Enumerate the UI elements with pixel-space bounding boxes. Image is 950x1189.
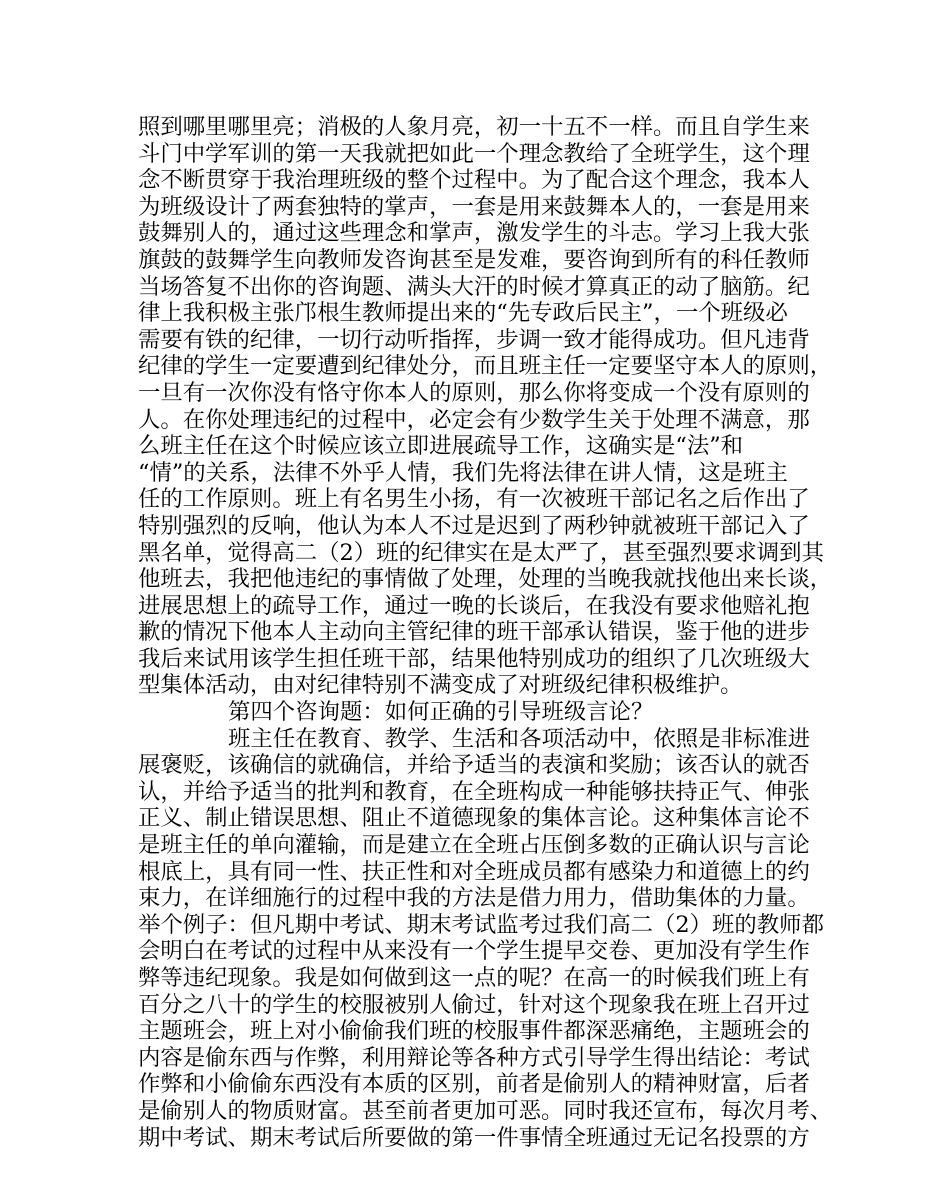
text-line: 需要有铁的纪律，一切行动听指挥，步调一致才能得成功。但凡违背	[138, 326, 810, 353]
text-line: 任的工作原则。班上有名男生小扬，有一次被班干部记名之后作出了	[138, 486, 810, 513]
text-line: 旗鼓的鼓舞学生向教师发咨询甚至是发难，要咨询到所有的科任教师	[138, 246, 810, 273]
text-line: 进展思想上的疏导工作，通过一晚的长谈后，在我没有要求他赔礼抱	[138, 592, 810, 619]
text-line: 主题班会，班上对小偷偷我们班的校服事件都深恶痛绝，主题班会的	[138, 1018, 810, 1045]
text-line: 束力，在详细施行的过程中我的方法是借力用力，借助集体的力量。	[138, 885, 810, 912]
text-line: 弊等违纪现象。我是如何做到这一点的呢？在高一的时候我们班上有	[138, 965, 810, 991]
text-line: 律上我积极主张邝根生教师提出来的“先专政后民主”，一个班级必	[138, 300, 788, 327]
text-line: 他班去，我把他违纪的事情做了处理，处理的当晚我就找他出来长谈，	[138, 566, 833, 593]
text-line: 我后来试用该学生担任班干部，结果他特别成功的组织了几次班级大	[138, 645, 810, 672]
paragraph-1	[138, 114, 833, 699]
text-line: 举个例子：但凡期中考试、期末考试监考过我们高二（2）班的教师都	[138, 911, 824, 938]
document-body	[138, 114, 833, 1151]
text-line: 黑名单，觉得高二（2）班的纪律实在是太严了，甚至强烈要求调到其	[138, 539, 824, 566]
text-line: 是偷别人的物质财富。甚至前者更加可恶。同时我还宣布，每次月考、	[138, 1097, 833, 1124]
text-line: 纪律的学生一定要遭到纪律处分，而且班主任一定要坚守本人的原则，	[138, 353, 833, 380]
text-line: 作弊和小偷偷东西没有本质的区别，前者是偷别人的精神财富，后者	[138, 1071, 810, 1098]
text-line: 内容是偷东西与作弊，利用辩论等各种方式引导学生得出结论：考试	[138, 1044, 810, 1071]
text-line: 一旦有一次你没有恪守你本人的原则，那么你将变成一个没有原则的	[138, 379, 810, 406]
text-line: 歉的情况下他本人主动向主管纪律的班干部承认错误，鉴于他的进步	[138, 619, 810, 646]
text-line: 百分之八十的学生的校服被别人偷过，针对这个现象我在班上召开过	[138, 991, 810, 1018]
text-line: 为班级设计了两套独特的掌声，一套是用来鼓舞本人的，一套是用来	[138, 193, 810, 220]
text-line: 当场答复不出你的咨询题、满头大汗的时候才算真正的动了脑筋。纪	[138, 273, 810, 300]
text-line: 么班主任在这个时候应该立即进展疏导工作，这确实是“法”和	[138, 433, 744, 460]
text-line: 班主任在教育、教学、生活和各项活动中，依照是非标准进	[228, 725, 811, 752]
text-line: 型集体活动，由对纪律特别不满变成了对班级纪律积极维护。	[138, 672, 743, 699]
text-line: 正义、制止错误思想、阻止不道德现象的集体言论。这种集体言论不	[138, 805, 810, 832]
text-line: “情”的关系，法律不外乎人情，我们先将法律在讲人情，这是班主	[138, 459, 788, 486]
text-line: 根底上，具有同一性、扶正性和对全班成员都有感染力和道德上的约	[138, 858, 810, 885]
section-heading: 第四个咨询题：如何正确的引导班级言论？	[228, 699, 654, 726]
text-line: 期中考试、期末考试后所要做的第一件事情全班通过无记名投票的方	[138, 1124, 810, 1151]
text-line: 念不断贯穿于我治理班级的整个过程中。为了配合这个理念，我本人	[138, 167, 810, 194]
text-line: 会明白在考试的过程中从来没有一个学生提早交卷、更加没有学生作	[138, 938, 810, 965]
text-line: 认，并给予适当的批判和教育，在全班构成一种能够扶持正气、伸张	[138, 778, 810, 805]
text-line: 鼓舞别人的，通过这些理念和掌声，激发学生的斗志。学习上我大张	[138, 220, 810, 247]
text-line: 照到哪里哪里亮；消极的人象月亮，初一十五不一样。而且自学生来	[138, 114, 810, 140]
text-line: 斗门中学军训的第一天我就把如此一个理念教给了全班学生，这个理	[138, 140, 810, 167]
paragraph-2	[138, 725, 833, 1152]
text-line: 展褒贬，该确信的就确信，并给予适当的表演和奖励；该否认的就否	[138, 752, 810, 779]
text-line: 人。在你处理违纪的过程中，必定会有少数学生关于处理不满意，那	[138, 406, 810, 433]
text-line: 是班主任的单向灌输，而是建立在全班占压倒多数的正确认识与言论	[138, 832, 810, 859]
text-line: 特别强烈的反响，他认为本人不过是迟到了两秒钟就被班干部记入了	[138, 512, 810, 539]
